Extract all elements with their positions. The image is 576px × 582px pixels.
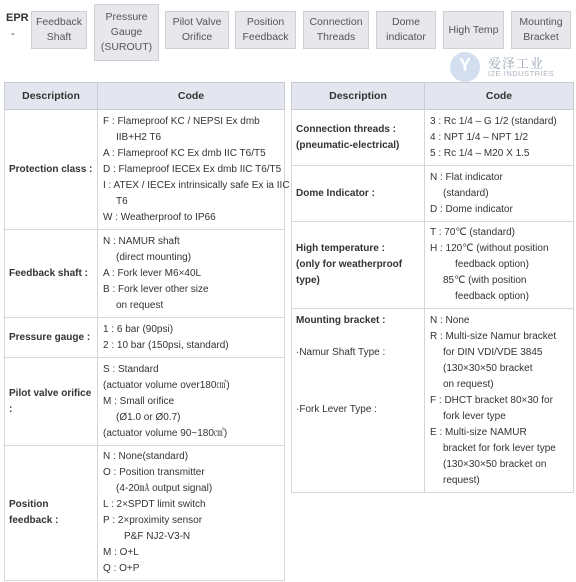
row-code: N : NAMUR shaft (direct mounting) A : Fork lever M6×40L B : Fork lever other size on request — [98, 230, 285, 318]
row-code: T : 70℃ (standard) H : 120℃ (without position feedback option) 85℃ (with position feedback option) — [425, 222, 574, 309]
row-desc: Protection class : — [5, 110, 98, 230]
row-desc: Connection threads : (pneumatic-electrical) — [292, 110, 425, 166]
namur-shaft-type-label: ·Namur Shaft Type : — [296, 347, 386, 358]
logo-mark-icon: Y — [450, 52, 480, 82]
right-col-code: Code — [425, 83, 574, 110]
logo-english-text: IZE INDUSTRIES — [488, 69, 555, 78]
table-row — [292, 222, 574, 309]
chip-position-feedback: Position Feedback — [235, 11, 296, 49]
row-code: N : None(standard) O : Position transmitter (4-20㎃ output signal) L : 2×SPDT limit switch P : 2×proximity sensor P&F NJ2-V3-N M : O+L Q : O+P — [98, 446, 285, 581]
left-col-description: Description — [5, 83, 98, 110]
table-row — [5, 358, 285, 446]
row-desc: Pilot valve orifice : — [5, 358, 98, 446]
model-prefix: EPR — [6, 12, 29, 24]
row-code: N : Flat indicator (standard) D : Dome indicator — [425, 166, 574, 222]
chip-dome-indicator: Dome indicator — [376, 11, 436, 49]
table-row — [292, 110, 574, 166]
row-code: S : Standard (actuator volume over180㎤) M : Small orifice (Ø1.0 or Ø0.7) (actuator volume 90~180㎤) — [98, 358, 285, 446]
right-col-description: Description — [292, 83, 425, 110]
row-desc: High temperature : (only for weatherproof type) — [292, 222, 425, 309]
company-logo — [450, 50, 570, 84]
chip-mounting-bracket: Mounting Bracket — [511, 11, 571, 49]
chip-pilot-valve-orifice: Pilot Valve Orifice — [165, 11, 229, 49]
row-desc: Feedback shaft : — [5, 230, 98, 318]
table-row — [5, 318, 285, 358]
row-desc: Mounting bracket : ·Namur Shaft Type : ·Fork Lever Type : — [292, 309, 425, 493]
table-row — [292, 166, 574, 222]
chip-connection-threads: Connection Threads — [303, 11, 369, 49]
chip-feedback-shaft: Feedback Shaft — [31, 11, 87, 49]
right-spec-table — [291, 82, 574, 493]
left-spec-table — [4, 82, 290, 581]
table-row — [5, 110, 285, 230]
chip-high-temp: High Temp — [443, 11, 504, 49]
row-desc: Dome Indicator : — [292, 166, 425, 222]
row-code: F : Flameproof KC / NEPSI Ex dmb IIB+H2 T6 A : Flameproof KC Ex dmb IIC T6/T5 D : Flameproof IECEx Ex dmb IIC T6/T5 I : ATEX / IECEx intrinsically safe Ex ia IIC T6 W : Weatherproof to IP66 — [98, 110, 285, 230]
row-code: 1 : 6 bar (90psi) 2 : 10 bar (150psi, standard) — [98, 318, 285, 358]
fork-lever-type-label: ·Fork Lever Type : — [296, 404, 377, 415]
row-desc: Pressure gauge : — [5, 318, 98, 358]
table-row — [292, 309, 574, 493]
row-code: 3 : Rc 1/4 – G 1/2 (standard) 4 : NPT 1/4 – NPT 1/2 5 : Rc 1/4 – M20 X 1.5 — [425, 110, 574, 166]
logo-chinese-text: 爱泽工业 — [488, 56, 545, 71]
left-col-code: Code — [98, 83, 285, 110]
table-row — [5, 230, 285, 318]
row-desc: Position feedback : — [5, 446, 98, 581]
chip-pressure-gauge: Pressure Gauge (SUROUT) — [94, 4, 159, 61]
table-row — [5, 446, 285, 581]
model-dash: - — [11, 28, 15, 40]
row-code: N : None R : Multi-size Namur bracket for DIN VDI/VDE 3845 (130×30×50 bracket on request) F : DHCT bracket 80×30 for fork lever type E : Multi-size NAMUR bracket for fork lever type (130×30×50 bracket on request) — [425, 309, 574, 493]
